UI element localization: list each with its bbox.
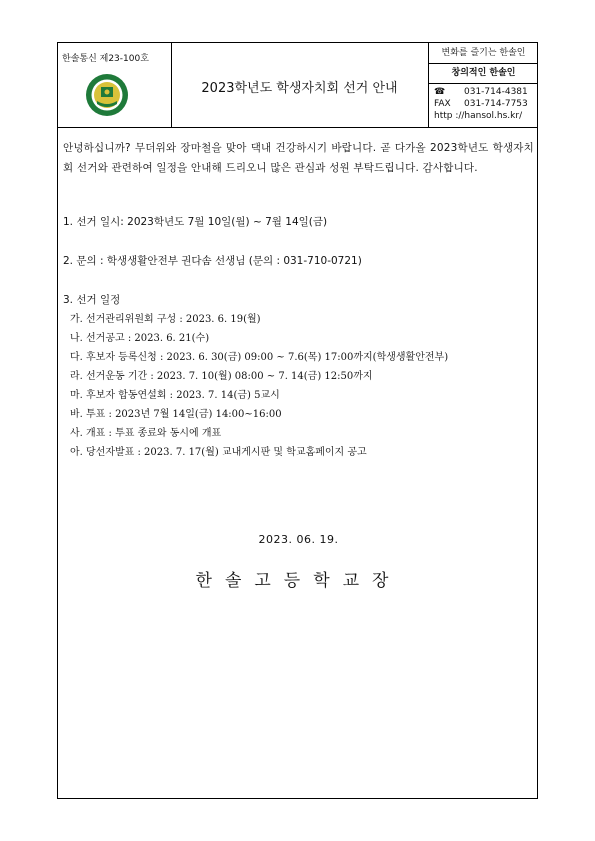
schedule-item: 마. 후보자 합동연설회 : 2023. 7. 14(금) 5교시 <box>70 390 280 401</box>
letter-body <box>63 138 534 178</box>
schedule-item: 사. 개표 : 투표 종료와 동시에 개표 <box>70 428 222 439</box>
document-title: 2023학년도 학생자치회 선거 안내 <box>201 81 398 96</box>
contact-item: 2. 문의 : 학생생활안전부 권다솜 선생님 (문의 : 031-710-0721) <box>63 255 362 267</box>
letter-header <box>58 43 537 128</box>
fax-number: 031-714-7753 <box>464 99 528 109</box>
document-frame <box>57 42 538 799</box>
phone-line <box>434 87 528 97</box>
schedule-item: 다. 후보자 등록신청 : 2023. 6. 30(금) 09:00 ~ 7.6(목) 17:00까지(학생생활안전부) <box>70 352 449 363</box>
intro-paragraph: 안녕하십니까? 무더위와 장마철을 맞아 댁내 건강하시기 바랍니다. 곧 다가올 2023학년도 학생자치회 선거와 관련하여 일정을 안내해 드리오니 많은 관심과 성원 부탁드립니다. 감사합니다. <box>63 142 534 174</box>
website-url: http ://hansol.hs.kr/ <box>434 111 523 121</box>
header-title-cell <box>171 43 428 127</box>
phone-number: 031-714-4381 <box>464 87 528 97</box>
schedule-heading: 3. 선거 일정 <box>63 294 121 306</box>
fax-line <box>434 99 528 109</box>
header-right-cell <box>428 43 538 127</box>
election-period-item: 1. 선거 일시: 2023학년도 7월 10일(월) ~ 7월 14일(금) <box>63 216 328 228</box>
schedule-item: 라. 선거운동 기간 : 2023. 7. 10(월) 08:00 ~ 7. 14(금) 12:50까지 <box>70 371 373 382</box>
principal-signature: 한솔고등학교장 <box>195 571 402 591</box>
schedule-item: 바. 투표 : 2023년 7월 14일(금) 14:00~16:00 <box>70 409 282 420</box>
telephone-icon: ☎ <box>434 87 446 97</box>
schedule-item: 나. 선거공고 : 2023. 6. 21(수) <box>70 333 210 344</box>
school-motto: 창의적인 한솔인 <box>429 64 538 84</box>
school-emblem-icon <box>85 73 129 117</box>
school-slogan: 변화를 즐기는 한솔인 <box>429 43 538 64</box>
issue-date: 2023. 06. 19. <box>258 533 339 546</box>
document-number: 한솔통신 제23-100호 <box>62 54 149 64</box>
schedule-item: 가. 선거관리위원회 구성 : 2023. 6. 19(월) <box>70 314 261 325</box>
schedule-item: 아. 당선자발표 : 2023. 7. 17(월) 교내게시판 및 학교홈페이지 공고 <box>70 447 367 458</box>
header-left-cell <box>58 43 172 127</box>
fax-label: FAX <box>434 99 451 109</box>
